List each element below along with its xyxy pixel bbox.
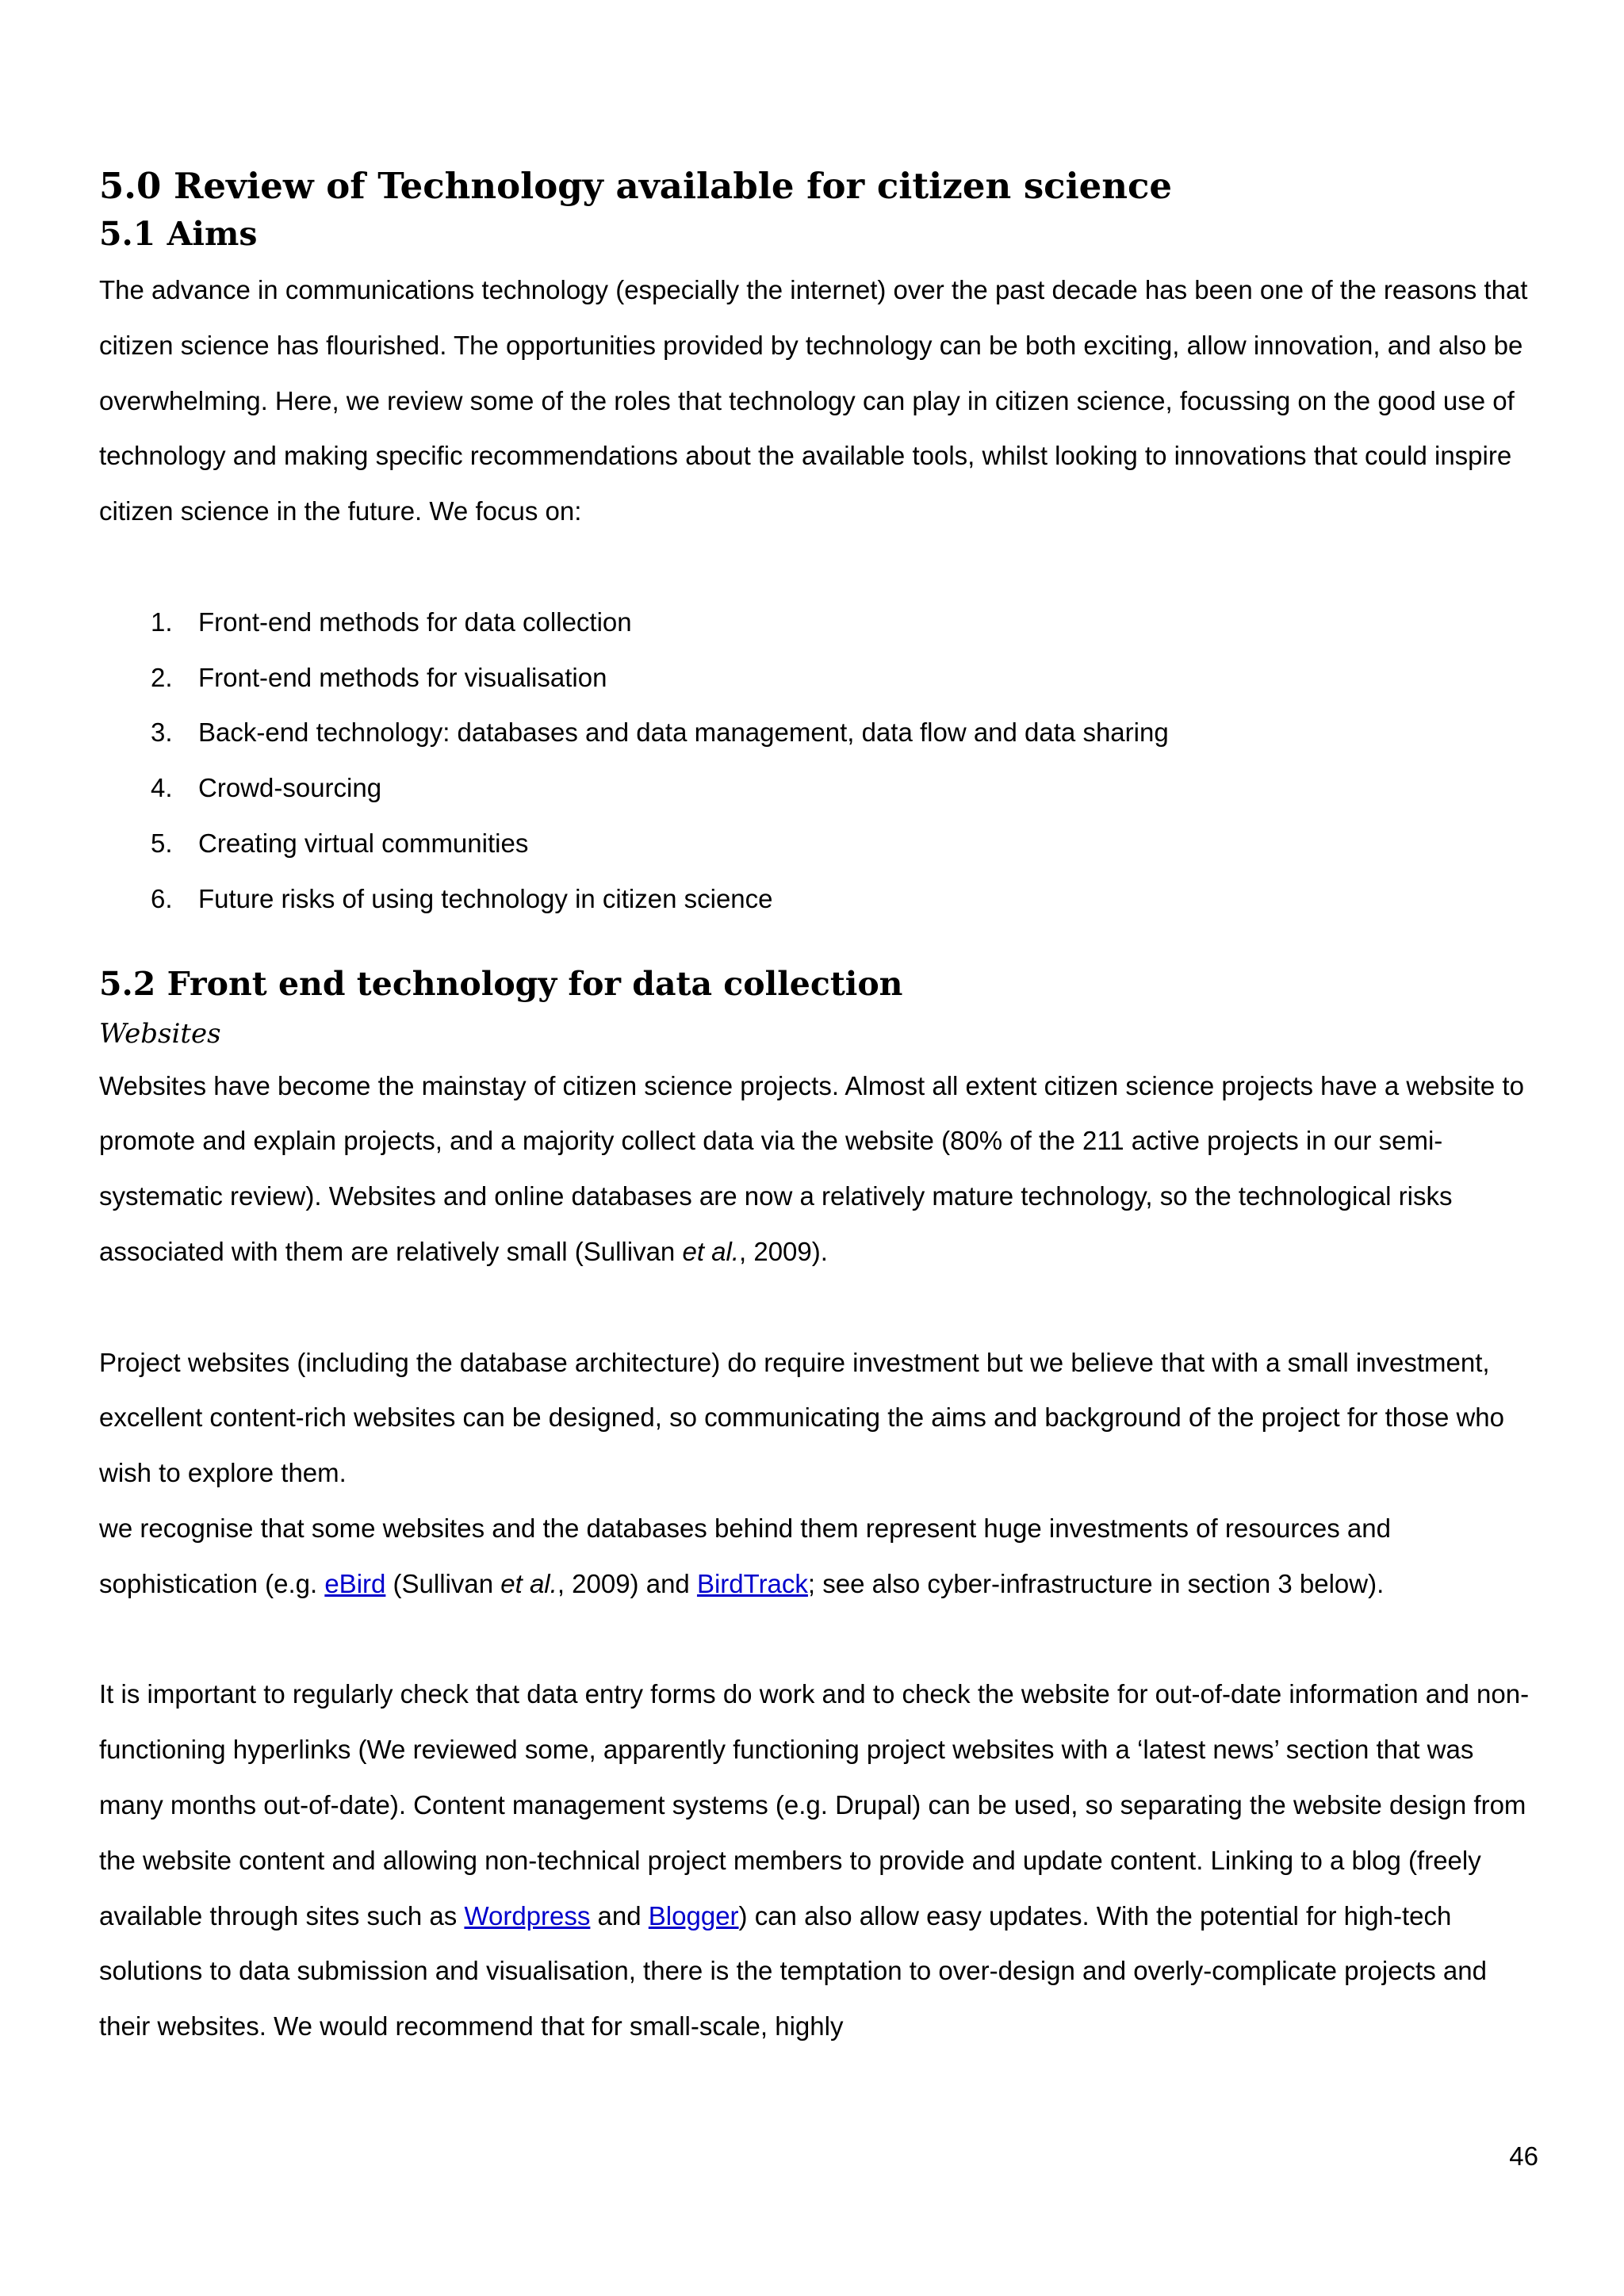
list-number: 4. [151, 773, 173, 803]
text-run: , 2009). [739, 1236, 828, 1266]
list-number: 6. [151, 883, 173, 913]
aims-heading: 5.1 Aims [99, 215, 258, 253]
spacer [99, 539, 1538, 595]
text-run: we recognise that some websites and the databases behind them represent huge investments of resources and sophistication (e.g. [99, 1513, 1391, 1598]
section-title: 5.0 Review of Technology available for citizen science [99, 165, 1173, 207]
list-number: 2. [151, 662, 173, 692]
list-item [99, 760, 1538, 816]
text-run: It is important to regularly check that data entry forms do work and to check the website for out-of-date information and non-functioning hyperlinks (We reviewed some, apparently functioning project websites with a ‘latest news’ section that was many months out-of-date). Content management systems (e.g. Drupal) can be used, so separating the website design from the website content and allowing non-technical project members to provide and update content. Linking to a blog (freely available through sites such as [99, 1679, 1530, 1931]
page-number: 46 [1509, 2141, 1538, 2171]
aims-paragraph: The advance in communications technology (especially the internet) over the past decade has been one of the reasons that citizen science has flourished. The opportunities provided by technology can be both exciting, allow innovation, and also be overwhelming. Here, we review some of the roles that technology can play in citizen science, focussing on the good use of technology and making specific recommendations about the available tools, whilst looking to innovations that could inspire citizen science in the future. We focus on: [99, 275, 1528, 526]
focus-list [99, 595, 1538, 927]
blogger-link[interactable]: Blogger [648, 1900, 739, 1931]
list-item [99, 705, 1538, 760]
list-text: Back-end technology: databases and data management, data flow and data sharing [198, 718, 1169, 748]
recognise-paragraph [99, 1501, 1538, 1612]
list-number: 3. [151, 718, 173, 748]
text-run: (Sullivan [385, 1568, 501, 1598]
list-text: Crowd-sourcing [198, 773, 382, 803]
ebird-link[interactable]: eBird [324, 1568, 386, 1598]
spacer [99, 1280, 1538, 1335]
text-run: Websites have become the mainstay of citizen science projects. Almost all extent citizen science projects have a website to promote and explain projects, and a majority collect data via the website (80% of the 211 active projects in our semi-systematic review). Websites and online databases are now a relatively mature technology, so the technological risks associated with them are relatively small (Sullivan [99, 1070, 1524, 1266]
list-number: 5. [151, 828, 173, 858]
list-number: 1. [151, 607, 173, 637]
list-item [99, 816, 1538, 871]
document-page [99, 163, 1538, 2054]
websites-paragraph [99, 1058, 1538, 1280]
list-text: Front-end methods for visualisation [198, 662, 607, 692]
maintenance-paragraph [99, 1667, 1538, 2054]
project-websites-paragraph: Project websites (including the database architecture) do require investment but we believe that with a small investment, excellent content-rich websites can be designed, so communicating the aims and background of the project for those who wish to explore them. [99, 1347, 1505, 1488]
text-run: , 2009) and [557, 1568, 697, 1598]
spacer [99, 1612, 1538, 1667]
et-al-text: et al. [500, 1568, 557, 1598]
text-run: and [590, 1900, 649, 1931]
list-text: Future risks of using technology in citizen science [198, 883, 773, 913]
list-item [99, 871, 1538, 927]
list-text: Front-end methods for data collection [198, 607, 632, 637]
list-item [99, 595, 1538, 650]
text-run: ; see also cyber-infrastructure in section 3 below). [807, 1568, 1385, 1598]
text-run: ) can also allow easy updates. With the potential for high-tech solutions to data submission and visualisation, there is the temptation to over-design and overly-complicate projects and their websites. We would recommend that for small-scale, highly [99, 1900, 1487, 2042]
list-text: Creating virtual communities [198, 828, 529, 858]
et-al-text: et al. [682, 1236, 740, 1266]
frontend-heading: 5.2 Front end technology for data collection [99, 964, 903, 1003]
list-item [99, 650, 1538, 706]
wordpress-link[interactable]: Wordpress [464, 1900, 591, 1931]
birdtrack-link[interactable]: BirdTrack [696, 1568, 808, 1598]
websites-subheading: Websites [99, 1017, 221, 1050]
